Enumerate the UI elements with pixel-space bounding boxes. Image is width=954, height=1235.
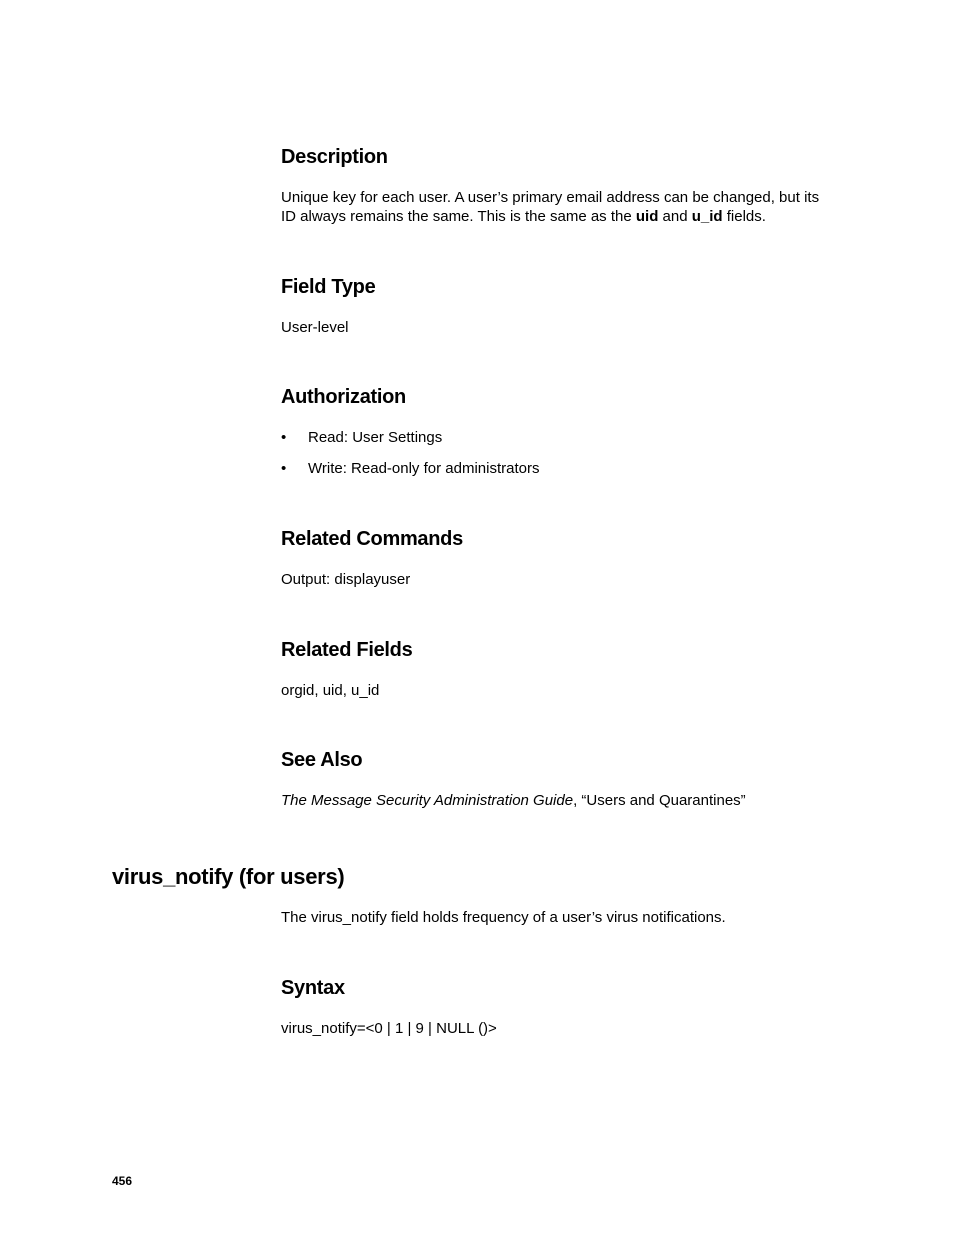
related-commands-heading: Related Commands — [281, 528, 463, 550]
virus-notify-heading: virus_notify (for users) — [112, 864, 345, 889]
description-heading: Description — [281, 146, 388, 168]
authorization-item-text: Write: Read-only for administrators — [308, 460, 540, 477]
virus-notify-intro: The virus_notify field holds frequency of a user’s virus notifications. — [281, 909, 726, 926]
description-and: and — [658, 208, 692, 225]
related-commands-value: Output: displayuser — [281, 571, 411, 588]
bullet-icon: • — [281, 460, 287, 477]
description-line2: ID always remains the same. This is the same as the — [281, 208, 636, 225]
syntax-heading: Syntax — [281, 977, 345, 999]
description-text — [281, 188, 851, 226]
bullet-icon: • — [281, 429, 287, 446]
see-also-heading: See Also — [281, 749, 363, 771]
syntax-value: virus_notify=<0 | 1 | 9 | NULL ()> — [281, 1020, 497, 1037]
description-line1: Unique key for each user. A user’s primary email address can be changed, but its — [281, 189, 820, 206]
see-also-value — [281, 791, 851, 810]
related-fields-heading: Related Fields — [281, 639, 413, 661]
description-end: fields. — [722, 208, 766, 225]
u-id-term: u_id — [691, 208, 723, 225]
related-fields-value: orgid, uid, u_id — [281, 682, 380, 699]
authorization-item-text: Read: User Settings — [308, 429, 443, 446]
field-type-value: User-level — [281, 319, 349, 336]
authorization-heading: Authorization — [281, 386, 406, 408]
field-type-heading: Field Type — [281, 276, 376, 298]
page-number: 456 — [112, 1174, 133, 1188]
uid-term: uid — [635, 208, 659, 225]
see-also-rest: , “Users and Quarantines” — [573, 792, 746, 809]
guide-title: The Message Security Administration Guide — [281, 792, 574, 809]
